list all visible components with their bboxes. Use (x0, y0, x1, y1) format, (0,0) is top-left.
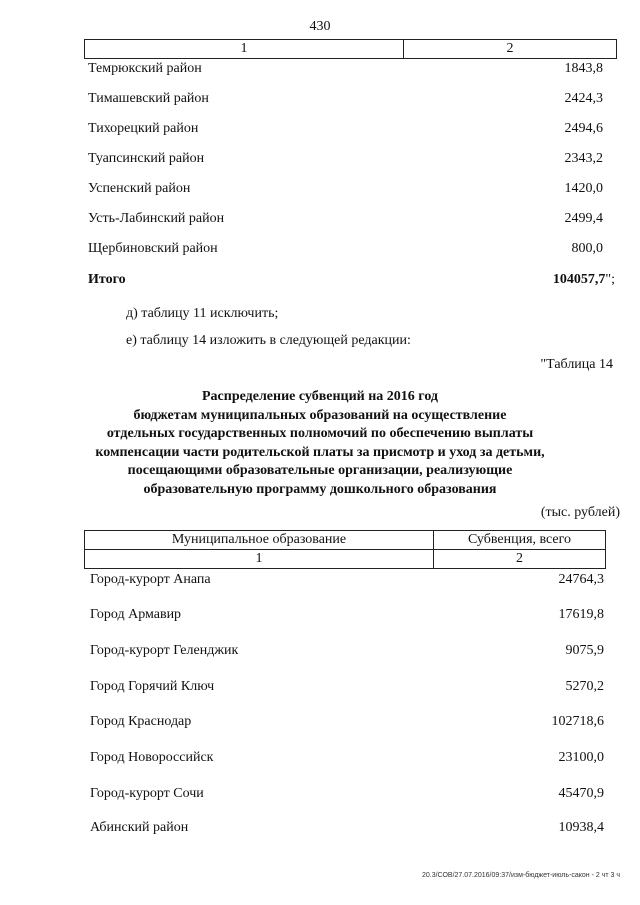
total-suffix: "; (605, 272, 615, 287)
municipality-name: Город Армавир (90, 607, 182, 622)
table1-col1-number: 1 (85, 40, 404, 58)
units-label: (тыс. рублей) (540, 505, 620, 520)
subvention-value: 24764,3 (558, 572, 604, 587)
table1-col2-number: 2 (506, 41, 514, 56)
table1-row (88, 151, 603, 167)
table1-row (88, 91, 603, 107)
subvention-value: 102718,6 (551, 714, 604, 729)
district-value: 2494,6 (564, 121, 603, 136)
total-value: 104057,7 (552, 272, 606, 287)
col-header-municipality: Муниципальное образование (85, 531, 434, 549)
municipality-name: Абинский район (90, 820, 189, 835)
table1-row (88, 121, 603, 137)
table2-row (90, 572, 604, 588)
subvention-value: 10938,4 (558, 820, 604, 835)
subvention-value: 23100,0 (558, 750, 604, 765)
table2-row (90, 607, 604, 623)
table1-row (88, 211, 603, 227)
municipality-name: Город Горячий Ключ (90, 679, 215, 694)
subvention-value: 5270,2 (565, 679, 604, 694)
table-reference: "Таблица 14 (540, 357, 613, 372)
subvention-value: 17619,8 (558, 607, 604, 622)
table2-header (84, 530, 606, 569)
district-name: Туапсинский район (88, 151, 205, 166)
district-value: 2343,2 (564, 151, 603, 166)
municipality-name: Город Краснодар (90, 714, 192, 729)
heading-line: бюджетам муниципальных образований на осуществление (133, 407, 507, 423)
district-name: Тихорецкий район (88, 121, 199, 136)
municipality-name: Город-курорт Анапа (90, 572, 211, 587)
table1-total-row (88, 272, 615, 288)
table-heading (60, 388, 580, 499)
table2-row (90, 643, 604, 659)
table2-row (90, 786, 604, 802)
district-value: 2424,3 (564, 91, 603, 106)
district-name: Усть-Лабинский район (88, 211, 225, 226)
district-value: 2499,4 (564, 211, 603, 226)
table1-row (88, 241, 603, 257)
district-value: 800,0 (571, 241, 603, 256)
district-name: Успенский район (88, 181, 191, 196)
heading-line: отдельных государственных полномочий по обеспечению выплаты (106, 426, 534, 441)
municipality-name: Город-курорт Геленджик (90, 643, 239, 658)
district-name: Щербиновский район (88, 241, 218, 256)
table1-row (88, 181, 603, 197)
paragraph-e: е) таблицу 14 изложить в следующей редакции: (126, 333, 411, 348)
municipality-name: Город Новороссийск (90, 750, 214, 765)
page-number: 430 (309, 19, 331, 34)
paragraph-d: д) таблицу 11 исключить; (126, 306, 279, 321)
heading-line: посещающими образовательные организации, реализующие (127, 463, 513, 478)
subvention-value: 9075,9 (565, 643, 604, 658)
district-name: Тимашевский район (88, 91, 209, 106)
heading-line: образовательную программу дошкольного образования (143, 481, 497, 497)
heading-line: компенсации части родительской платы за присмотр и уход за детьми, (95, 444, 545, 460)
document-footer: 20.3/СОВ/27.07.2016/09:37/изм-бюджет-июль-сакон - 2 чт 3 ч (421, 872, 620, 879)
table2-row (90, 820, 604, 836)
heading-line: Распределение субвенций на 2016 год (202, 389, 438, 404)
col-number-2: 2 (516, 551, 523, 566)
table1-row (88, 61, 603, 77)
district-name: Темрюкский район (88, 61, 202, 76)
table2-row (90, 714, 604, 730)
total-label: Итого (88, 272, 126, 287)
subvention-value: 45470,9 (558, 786, 604, 801)
table1-header (84, 39, 617, 59)
table2-row (90, 679, 604, 695)
district-value: 1843,8 (564, 61, 603, 76)
col-number-1: 1 (85, 550, 434, 568)
municipality-name: Город-курорт Сочи (90, 786, 204, 801)
col-header-subvention: Субвенция, всего (467, 532, 572, 547)
district-value: 1420,0 (564, 181, 603, 196)
table2-row (90, 750, 604, 766)
